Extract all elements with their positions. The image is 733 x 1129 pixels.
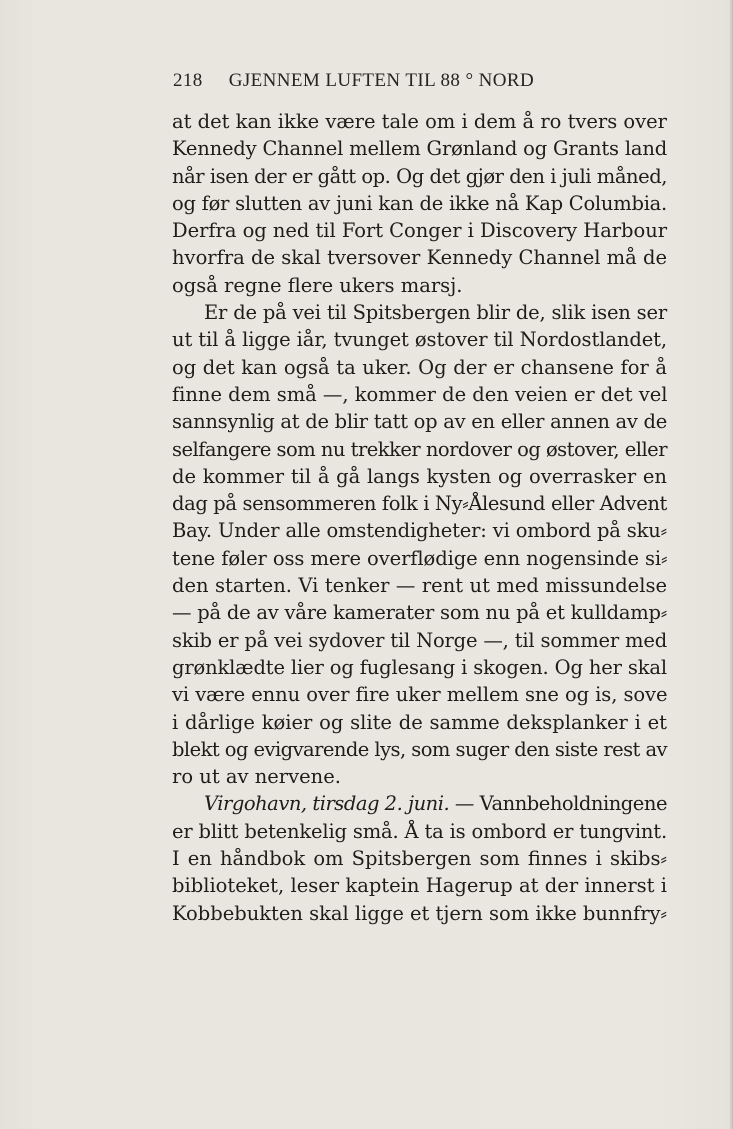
text-line: dag på sensommeren folk i Ny⸗Ålesund eller Advent [172, 492, 667, 516]
text-line: i dårlige køier og slite de samme deksplanker i et [172, 710, 667, 734]
text-line: sannsynlig at de blir tatt op av en eller annen av de [172, 410, 667, 434]
text-line: — på de av våre kamerater som nu på et kulldamp⸗ [172, 601, 667, 625]
body-text [172, 108, 667, 927]
text-line: er blitt betenkelig små. Å ta is ombord er tungvint. [172, 819, 667, 843]
text-line: Kobbebukten skal ligge et tjern som ikke bunnfry⸗ [172, 901, 667, 925]
text-line: blekt og evigvarende lys, som suger den siste rest av [172, 737, 667, 761]
text-line: og før slutten av juni kan de ikke nå Kap Columbia. [172, 191, 667, 215]
text-line: den starten. Vi tenker — rent ut med missundelse [172, 574, 667, 598]
text-line: skib er på vei sydover til Norge —, til sommer med [172, 628, 667, 652]
running-header [173, 70, 673, 96]
text-line: vi være ennu over fire uker mellem sne og is, sove [172, 683, 668, 707]
text-line: Derfra og ned til Fort Conger i Discovery Harbour [172, 219, 667, 243]
text-line: tene føler oss mere overflødige enn nogensinde si⸗ [172, 546, 668, 570]
text-line: finne dem små —, kommer de den veien er det vel [172, 382, 668, 406]
running-title: GJENNEM LUFTEN TIL 88 ° NORD [228, 70, 535, 91]
page-number: 218 [173, 70, 203, 91]
text-line: I en håndbok om Spitsbergen som finnes i skibs⸗ [172, 847, 667, 871]
text-line: biblioteket, leser kaptein Hagerup at der innerst i [172, 874, 667, 898]
diary-entry-date: Virgohavn, tirsdag 2. juni. [204, 792, 450, 816]
text-line: også regne flere ukers marsj. [172, 273, 463, 297]
diary-entry-lead: — Vannbeholdningene [449, 792, 667, 816]
paragraph-start-line: Er de på vei til Spitsbergen blir de, slik isen ser [204, 301, 667, 325]
text-line: når isen der er gått op. Og det gjør den i juli måned, [172, 164, 667, 188]
text-line: ut til å ligge iår, tvunget østover til Nordostlandet, [172, 328, 667, 352]
text-line: at det kan ikke være tale om i dem å ro tvers over [172, 110, 667, 133]
text-line: hvorfra de skal tversover Kennedy Channel må de [172, 246, 667, 270]
text-line: Kennedy Channel mellem Grønland og Grants land [172, 137, 667, 161]
text-line: Bay. Under alle omstendigheter: vi ombord på sku⸗ [172, 519, 667, 543]
text-line: ro ut av nervene. [172, 765, 341, 789]
text-line: de kommer til å gå langs kysten og overrasker en [172, 464, 667, 488]
diary-entry-first-line [172, 790, 667, 817]
page-edge-shadow [729, 0, 733, 1129]
text-line: selfangere som nu trekker nordover og østover, eller [172, 437, 667, 461]
text-line: grønklædte lier og fuglesang i skogen. Og her skal [172, 655, 667, 679]
text-line: og det kan også ta uker. Og der er chansene for å [172, 355, 667, 379]
